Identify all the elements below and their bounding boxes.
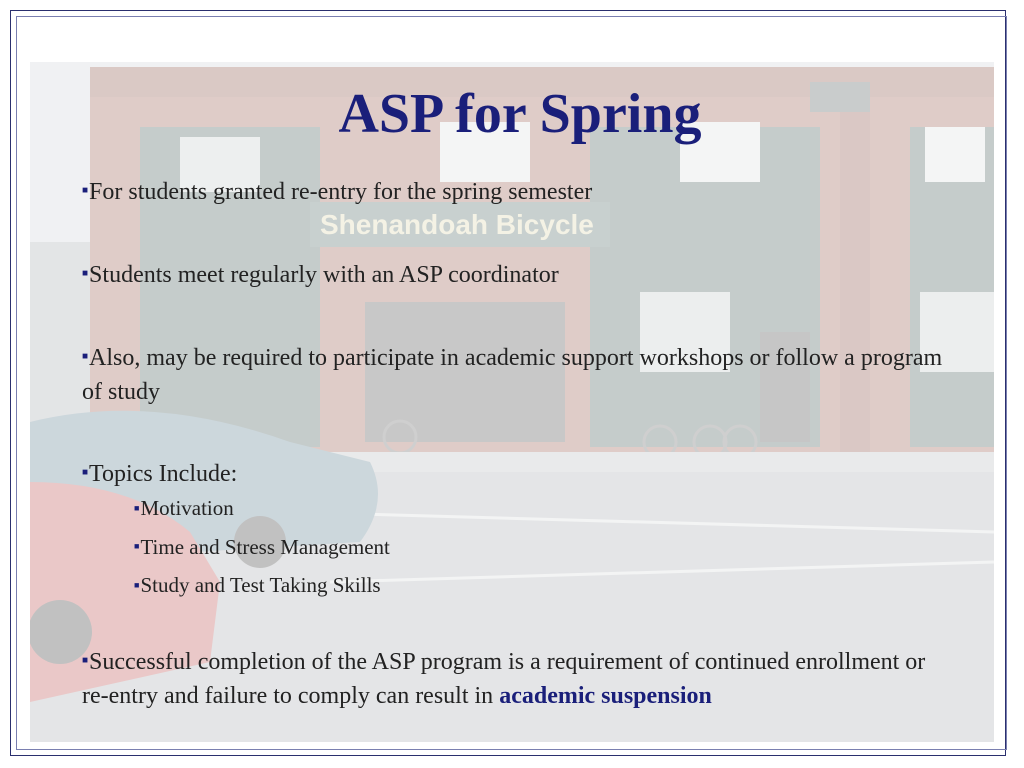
bullet-item [82, 458, 962, 492]
emphasis-text: academic suspension [499, 682, 712, 709]
bullet-item [82, 646, 942, 713]
sub-bullet-text: Motivation [140, 495, 234, 520]
bullet-square-icon: ■ [82, 267, 89, 279]
bullet-text: Students meet regularly with an ASP coordinator [89, 261, 559, 288]
slide-body [82, 176, 962, 713]
bullet-text: Also, may be required to participate in academic support workshops or follow a program of study [82, 344, 943, 405]
bullet-item [82, 176, 962, 210]
slide-title: ASP for Spring [338, 83, 702, 145]
bullet-text: Successful completion of the ASP program is a requirement of continued enrollment or re-entry and failure to comply can result in [82, 649, 926, 709]
bullet-square-icon: ■ [134, 541, 140, 552]
bullet-text: Topics Include: [89, 460, 238, 487]
bullet-item [82, 342, 957, 409]
sub-bullet-item [82, 567, 962, 606]
bullet-text: For students granted re-entry for the spring semester [89, 179, 593, 205]
bullet-square-icon: ■ [82, 466, 89, 478]
bullet-square-icon: ■ [82, 350, 89, 362]
bullet-square-icon: ■ [134, 502, 140, 513]
bullet-square-icon: ■ [82, 184, 89, 196]
sub-bullet-item [82, 529, 962, 568]
sub-bullet-item [82, 490, 962, 529]
bullet-square-icon: ■ [134, 580, 140, 590]
bullet-item [82, 259, 962, 293]
bullet-square-icon: ■ [82, 654, 89, 666]
sub-bullet-text: Study and Test Taking Skills [140, 573, 381, 598]
sub-bullet-text: Time and Stress Management [140, 534, 390, 559]
